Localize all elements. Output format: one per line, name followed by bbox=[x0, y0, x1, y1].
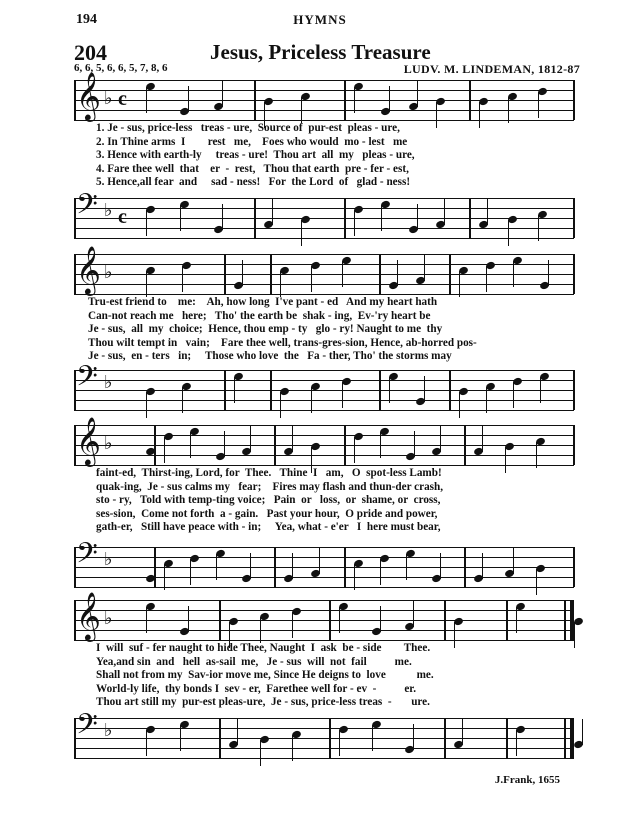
note-stem bbox=[292, 553, 293, 579]
note-stem bbox=[354, 87, 355, 113]
flat-icon: ♭ bbox=[104, 433, 113, 453]
bass-clef-icon: 𝄢 bbox=[76, 362, 98, 399]
note-stem bbox=[424, 376, 425, 402]
note-stem bbox=[372, 725, 373, 751]
note-stem bbox=[311, 266, 312, 292]
note-stem bbox=[540, 377, 541, 403]
note-stem bbox=[380, 432, 381, 458]
note-stem bbox=[146, 607, 147, 633]
treble-clef-icon: 𝄞 bbox=[76, 248, 101, 294]
lyric-line: 1. Je - sus, price-less treas - ure, Source of pur-est pleas - ure, bbox=[96, 122, 400, 134]
flat-icon: ♭ bbox=[104, 720, 113, 740]
bass-staff bbox=[74, 362, 574, 410]
note-stem bbox=[538, 92, 539, 118]
note-stem bbox=[354, 210, 355, 236]
lyric-line: World-ly life, thy bonds I sev - er, Farethee well for - ev - er. bbox=[96, 682, 417, 695]
bass-clef-icon: 𝄢 bbox=[76, 190, 98, 227]
note-stem bbox=[413, 724, 414, 750]
note-stem bbox=[292, 612, 293, 638]
note-stem bbox=[508, 220, 509, 246]
note-stem bbox=[237, 719, 238, 745]
hymn-number: 204 bbox=[74, 40, 107, 65]
note-stem bbox=[224, 431, 225, 457]
note-stem bbox=[513, 548, 514, 574]
note-stem bbox=[513, 261, 514, 287]
lyric-line: Thou art still my pur-est pleas-ure, Je - sus, price-less treas - ure. bbox=[96, 696, 430, 708]
music-system-1 bbox=[74, 74, 574, 230]
verse-lyrics bbox=[96, 642, 596, 710]
note-stem bbox=[459, 392, 460, 418]
note-stem bbox=[250, 553, 251, 579]
note-stem bbox=[508, 97, 509, 123]
treble-clef-icon: 𝄞 bbox=[76, 419, 101, 465]
note-stem bbox=[486, 387, 487, 413]
note-stem bbox=[444, 199, 445, 225]
note-stem bbox=[164, 437, 165, 463]
page-section-title: HYMNS bbox=[293, 12, 347, 27]
treble-clef-icon: 𝄞 bbox=[76, 74, 101, 120]
treble-staff bbox=[74, 419, 574, 465]
verse-lyrics bbox=[96, 122, 596, 190]
note-stem bbox=[188, 606, 189, 632]
lyric-line: Tru-est friend to me: Ah, how long I've pant - ed And my heart hath bbox=[88, 296, 438, 308]
note-stem bbox=[272, 199, 273, 225]
note-stem bbox=[389, 86, 390, 112]
note-stem bbox=[406, 554, 407, 580]
note-stem bbox=[516, 730, 517, 756]
lyric-line: gath-er, Still have peace with - in; Yea, what - e'er I here must bear, bbox=[96, 521, 441, 533]
note-stem bbox=[182, 266, 183, 292]
note-stem bbox=[513, 382, 514, 408]
note-stem bbox=[292, 426, 293, 452]
note-stem bbox=[154, 553, 155, 579]
note-stem bbox=[146, 271, 147, 297]
note-stem bbox=[424, 255, 425, 281]
lyric-line: sto - ry, Told with temp-ting voice; Pain or loss, or shame, or cross, bbox=[96, 494, 441, 506]
note-stem bbox=[354, 437, 355, 463]
note-stem bbox=[146, 210, 147, 236]
note-stem bbox=[180, 725, 181, 751]
flat-icon: ♭ bbox=[104, 549, 113, 569]
note-stem bbox=[342, 382, 343, 408]
note-stem bbox=[339, 607, 340, 633]
lyric-line: Je - sus, all my choice; Hence, thou emp - ty glo - ry! Naught to me thy bbox=[88, 323, 443, 335]
treble-staff bbox=[74, 594, 574, 640]
lyric-line: faint-ed, Thirst-ing, Lord, for Thee. Thine I am, O spot-less Lamb! bbox=[96, 467, 442, 479]
lyric-line: Je - sus, en - ters in; Those who love the Fa - ther, Tho' the storms may bbox=[88, 350, 452, 362]
lyric-line: Shall not from my Sav-ior move me, Since He deigns to love me. bbox=[96, 669, 434, 681]
note-stem bbox=[280, 392, 281, 418]
note-stem bbox=[242, 260, 243, 286]
note-stem bbox=[301, 220, 302, 246]
flat-icon: ♭ bbox=[104, 262, 113, 282]
flat-icon: ♭ bbox=[104, 200, 113, 220]
note-stem bbox=[440, 426, 441, 452]
note-stem bbox=[548, 260, 549, 286]
note-stem bbox=[280, 271, 281, 297]
music-system-4 bbox=[74, 594, 574, 750]
note-stem bbox=[146, 730, 147, 756]
note-stem bbox=[459, 271, 460, 297]
lyric-line: Thou wilt tempt in vain; Fare thee well, trans-gres-sion, Hence, ab-horred pos- bbox=[88, 336, 477, 349]
lyric-line: ses-sion, Come not forth a - gain. Past your hour, O pride and power, bbox=[96, 507, 438, 520]
note-stem bbox=[339, 730, 340, 756]
note-stem bbox=[536, 442, 537, 468]
hymn-composer: LUDV. M. LINDEMAN, 1812-87 bbox=[403, 62, 580, 76]
note-stem bbox=[536, 569, 537, 595]
treble-staff bbox=[74, 248, 574, 294]
bass-staff bbox=[74, 190, 574, 238]
note-stem bbox=[380, 606, 381, 632]
lyric-line: 4. Fare thee well that er - rest, Thou that earth pre - fer - est, bbox=[96, 162, 409, 175]
lyric-line: Yea,and sin and hell as-sail me, Je - sus will not fail me. bbox=[96, 655, 412, 668]
note-stem bbox=[516, 607, 517, 633]
note-stem bbox=[342, 261, 343, 287]
note-stem bbox=[260, 617, 261, 643]
verse-lyrics bbox=[88, 296, 588, 364]
note-stem bbox=[222, 81, 223, 107]
note-stem bbox=[301, 97, 302, 123]
note-stem bbox=[440, 553, 441, 579]
note-stem bbox=[190, 432, 191, 458]
lyric-line: 2. In Thine arms I rest me, Foes who would mo - lest me bbox=[96, 135, 408, 148]
note-stem bbox=[319, 548, 320, 574]
lyric-line: I will suf - fer naught to hide Thee, Naught I ask be - side Thee. bbox=[96, 642, 431, 654]
note-stem bbox=[538, 215, 539, 241]
note-stem bbox=[188, 86, 189, 112]
note-stem bbox=[180, 205, 181, 231]
note-stem bbox=[146, 87, 147, 113]
note-stem bbox=[354, 564, 355, 590]
note-stem bbox=[260, 740, 261, 766]
note-stem bbox=[487, 199, 488, 225]
bass-staff bbox=[74, 710, 574, 758]
bass-clef-icon: 𝄢 bbox=[76, 539, 98, 576]
lyric-line: 5. Hence,all fear and sad - ness! For the Lord of glad - ness! bbox=[96, 176, 411, 188]
note-stem bbox=[462, 719, 463, 745]
note-stem bbox=[482, 553, 483, 579]
note-stem bbox=[234, 377, 235, 403]
bass-staff bbox=[74, 539, 574, 587]
note-stem bbox=[311, 387, 312, 413]
note-stem bbox=[380, 559, 381, 585]
note-stem bbox=[417, 81, 418, 107]
note-stem bbox=[164, 564, 165, 590]
lyric-line: 3. Hence with earth-ly treas - ure! Thou art all my pleas - ure, bbox=[96, 149, 415, 161]
note-stem bbox=[413, 601, 414, 627]
page-number: 194 bbox=[76, 12, 97, 27]
hymn-title: Jesus, Priceless Treasure bbox=[210, 40, 431, 64]
flat-icon: ♭ bbox=[104, 372, 113, 392]
note-stem bbox=[146, 392, 147, 418]
note-stem bbox=[190, 559, 191, 585]
common-time-icon: c bbox=[118, 88, 127, 110]
treble-clef-icon: 𝄞 bbox=[76, 594, 101, 640]
flat-icon: ♭ bbox=[104, 608, 113, 628]
verse-lyrics bbox=[96, 467, 596, 535]
note-stem bbox=[417, 204, 418, 230]
note-stem bbox=[397, 260, 398, 286]
lyric-line: Can-not reach me here; Tho' the earth be shak - ing, Ev-'ry heart be bbox=[88, 309, 431, 322]
lyric-line: quak-ing, Je - sus calms my fear; Fires may flash and thun-der crash, bbox=[96, 480, 444, 493]
common-time-icon: c bbox=[118, 206, 127, 228]
note-stem bbox=[389, 377, 390, 403]
note-stem bbox=[414, 431, 415, 457]
note-stem bbox=[216, 554, 217, 580]
note-stem bbox=[381, 205, 382, 231]
music-system-2 bbox=[74, 248, 574, 404]
text-attribution: J.Frank, 1655 bbox=[494, 774, 560, 786]
page-header bbox=[0, 12, 640, 32]
note-stem bbox=[154, 426, 155, 452]
bass-clef-icon: 𝄢 bbox=[76, 710, 98, 747]
note-stem bbox=[292, 735, 293, 761]
music-system-3 bbox=[74, 419, 574, 576]
note-stem bbox=[582, 719, 583, 745]
flat-icon: ♭ bbox=[104, 88, 113, 108]
treble-staff bbox=[74, 74, 574, 120]
note-stem bbox=[182, 387, 183, 413]
note-stem bbox=[482, 426, 483, 452]
note-stem bbox=[222, 204, 223, 230]
note-stem bbox=[250, 426, 251, 452]
hymn-meter: 6, 6, 5, 6, 6, 5, 7, 8, 6 bbox=[74, 62, 168, 74]
note-stem bbox=[486, 266, 487, 292]
